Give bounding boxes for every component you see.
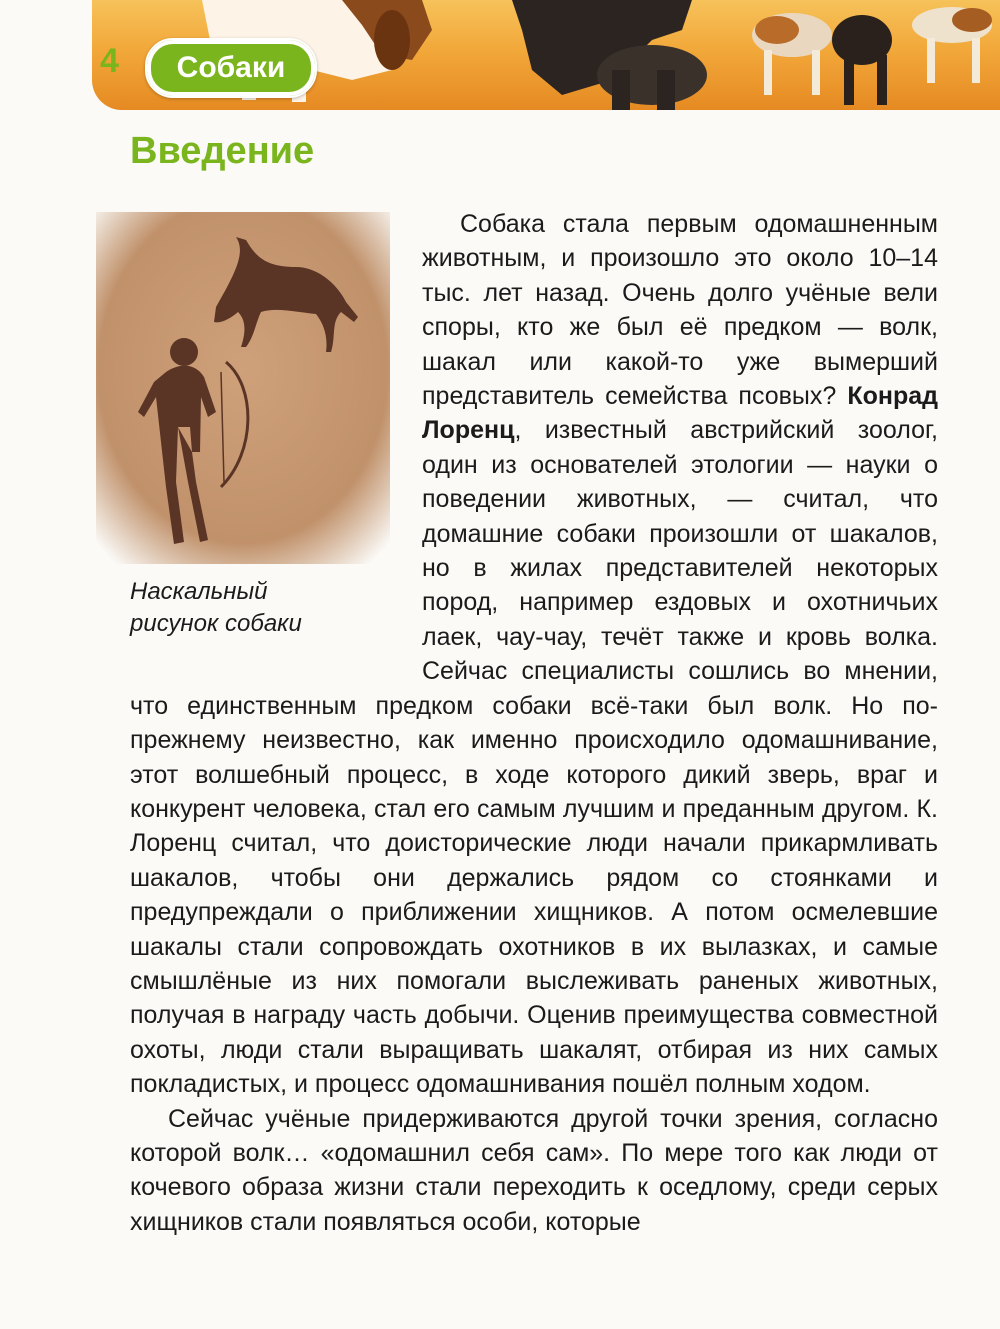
caption-line-2: рисунок собаки bbox=[130, 610, 302, 637]
section-label-badge: Собаки bbox=[145, 38, 317, 98]
article-body bbox=[130, 207, 938, 1239]
paragraph-1-start: Собака стала первым одомашненным животным, и произошло это около 10–14 тыс. лет назад. Очень долго учёные вели споры, кто же был её предком — волк, шакал или какой-то уже вымерший представитель семейства псовых? bbox=[422, 210, 938, 411]
beagle-dogs-image bbox=[752, 7, 992, 105]
paragraph-2: Сейчас учёные придерживаются другой точки зрения, согласно которой волк… «одомашнил себя сам». По мере того как люди от кочевого образа жизни стали переходить к оседлому, среди серых хищников стали появляться особи, которые bbox=[130, 1104, 938, 1236]
paragraph-1-rest: , известный австрийский зоолог, один из основателей этологии — науки о поведении животных, — считал, что домашние собаки произошли от шакалов, но в жилах представителей некоторых пород, например ездовых и охотничьих лаек, чау-чау, течёт также и кровь волка. Сейчас специалисты сошлись во мнении, что единственным предком собаки всё-таки был волк. Но по-прежнему неизвестно, как именно происходило одомашнивание, этот волшебный процесс, в ходе которого дикий зверь, враг и конкурент человека, стал его самым лучшим и преданным другом. К. Лоренц считал, что доисторические люди начали прикармливать шакалов, чтобы они держались рядом со стоянками и предупреждали о приближении хищников. А потом осмелевшие шакалы стали сопровождать охотников в их вылазках, и самые смышлёные из них помогали выслеживать раненых животных, получая в награду часть добычи. Оценив преимущества совместной охоты, люди стали выращивать шакалят, отбирая из них самых покладистых, и процесс одомашнивания пошёл полным ходом. bbox=[130, 416, 938, 1099]
caption-line-1: Наскальный bbox=[130, 578, 268, 605]
chapter-title: Введение bbox=[130, 130, 315, 172]
black-dog-image bbox=[512, 0, 707, 110]
page-number: 4 bbox=[100, 42, 119, 80]
konrad-lorenz-name: Конрад Лоренц bbox=[422, 382, 938, 445]
